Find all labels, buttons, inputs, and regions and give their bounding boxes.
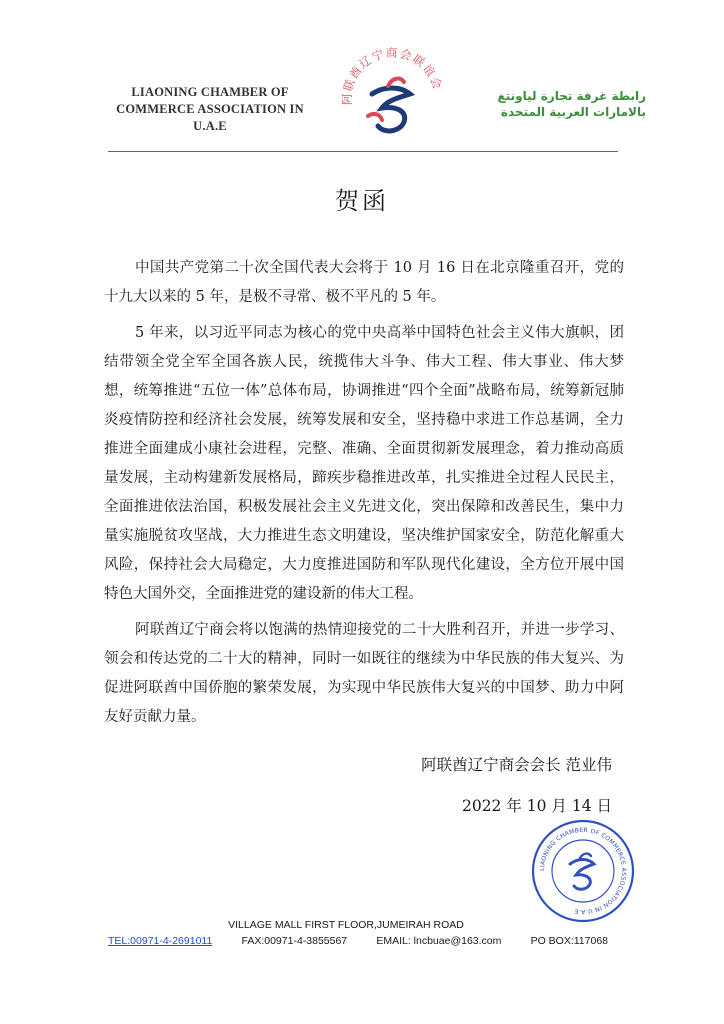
svg-text:阿联酋辽宁商会联谊会 [340,46,445,105]
logo-ring-text: 阿联酋辽宁商会联谊会 [339,46,446,106]
letter-date: 2022 年 10 月 14 日 [461,797,612,815]
english-org-name [110,84,310,135]
footer [0,918,724,947]
english-name-line-3: U.A.E [193,119,227,133]
email-address: EMAIL: lncbuae@163.com [376,935,502,947]
letter-body [104,254,624,739]
footer-contacts [108,935,608,947]
seal-ring-text: LIAONING CHAMBER OF COMMERCE ASSOCIATION IN U.A.E [538,826,628,916]
paragraph-2: 5 年来，以习近平同志为核心的党中央高举中国特色社会主义伟大旗帜，团结带领全党全军全国各族人民，统揽伟大斗争、伟大工程、伟大事业、伟大梦想，统筹推进“五位一体”总体布局，协调推进“四个全面”战略布局，统筹新冠肺炎疫情防控和经济社会发展，统筹发展和安全，坚持稳中求进工作总基调，全力推进全面建成小康社会进程，完整、准确、全面贯彻新发展理念，着力推动高质量发展，主动构建新发展格局，蹄疾步稳推进改革，扎实推进全过程人民民主，全面推进依法治国，积极发展社会主义先进文化，突出保障和改善民生，集中力量实施脱贫攻坚战，大力推进生态文明建设，坚决维护国家安全，防范化解重大风险，保持社会大局稳定，大力度推进国防和军队现代化建设，全方位开展中国特色大国外交，全面推进党的建设新的伟大工程。 [104,325,624,602]
fax-number: FAX:00971-4-3855567 [241,935,348,947]
signature-line: 阿联酋辽宁商会会长 范业伟 [421,756,612,774]
english-name-line-2: COMMERCE ASSOCIATION IN [116,102,304,116]
po-box: PO BOX:117068 [530,935,608,947]
arabic-name-line-2: بالامارات العربية المتحدة [500,105,646,119]
telephone-link[interactable]: TEL:00971-4-2691011 [108,935,213,947]
official-seal-icon [530,818,636,924]
footer-address: VILLAGE MALL FIRST FLOOR,JUMEIRAH ROAD [228,919,464,931]
english-name-line-1: LIAONING CHAMBER OF [131,85,289,99]
arabic-org-name [486,88,646,120]
letterhead [0,0,724,150]
arabic-name-line-1: رابطة غرفة تجارة لياونتغ [497,89,646,103]
paragraph-1: 中国共产党第二十次全国代表大会将于 10 月 16 日在北京隆重召开，党的十九大以来的 5 年，是极不寻常、极不平凡的 5 年。 [104,260,624,305]
header-divider [108,151,618,152]
letter-title: 贺函 [335,187,389,215]
chamber-logo-icon [338,46,448,146]
paragraph-3: 阿联酋辽宁商会将以饱满的热情迎接党的二十大胜利召开，并进一步学习、领会和传达党的二十大的精神，同时一如既往的继续为中华民族的伟大复兴、为促进阿联酋中国侨胞的繁荣发展，为实现中华民族伟大复兴的中国梦、助力中阿友好贡献力量。 [104,622,624,725]
